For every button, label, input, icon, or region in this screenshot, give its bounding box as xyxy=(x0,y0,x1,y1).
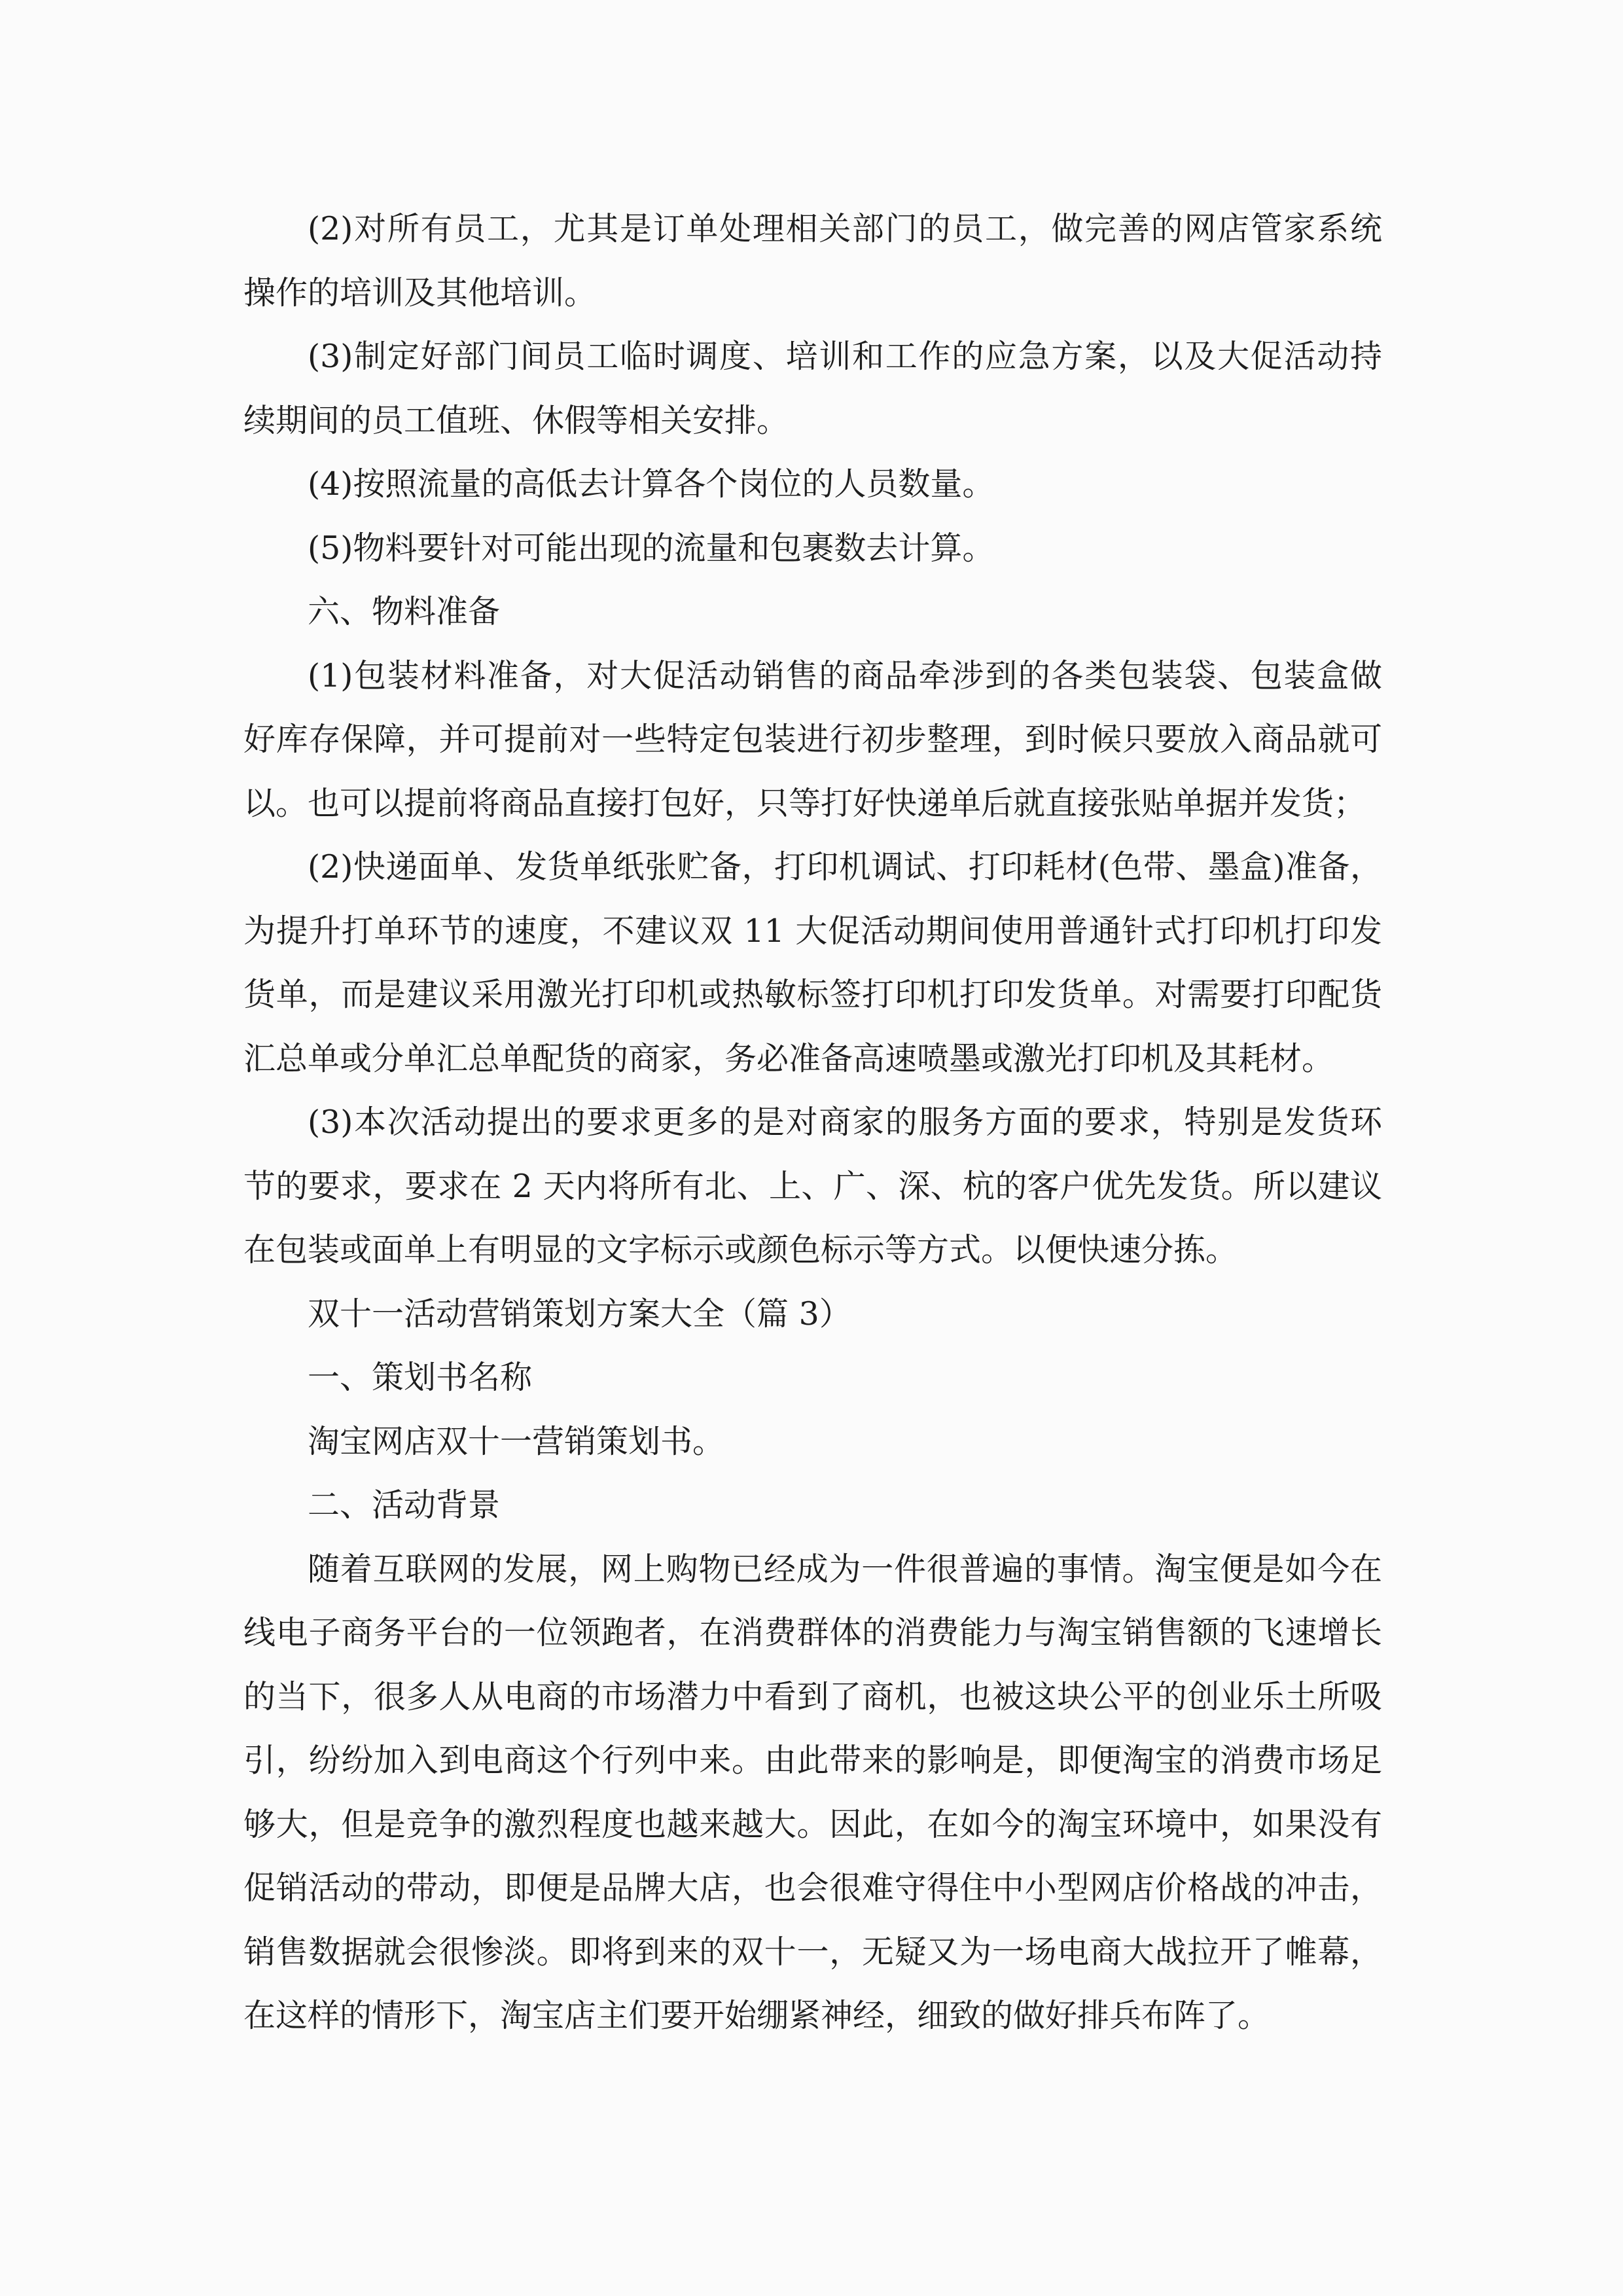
text-line: 六、物料准备 xyxy=(308,593,501,630)
paragraph xyxy=(243,452,1382,516)
text-line: 在包装或面单上有明显的文字标示或颜色标示等方式。以便快速分拣。 xyxy=(243,1231,1238,1268)
paragraph xyxy=(243,644,1382,836)
text-line: 货单，而是建议采用激光打印机或热敏标签打印机打印发货单。对需要打印配货 xyxy=(243,976,1382,1013)
text-line: 续期间的员工值班、休假等相关安排。 xyxy=(243,401,789,439)
paragraph xyxy=(243,1090,1382,1282)
text-line: (5)物料要针对可能出现的流量和包裹数去计算。 xyxy=(308,529,995,567)
text-line: (3)制定好部门间员工临时调度、培训和工作的应急方案，以及大促活动持 xyxy=(308,338,1382,375)
text-line: 引，纷纷加入到电商这个行列中来。由此带来的影响是，即便淘宝的消费市场足 xyxy=(243,1742,1382,1779)
paragraph xyxy=(243,516,1382,581)
text-line: 销售数据就会很惨淡。即将到来的双十一，无疑又为一场电商大战拉开了帷幕， xyxy=(243,1933,1382,1971)
paragraph xyxy=(243,580,1382,644)
paragraph xyxy=(243,835,1382,1090)
paragraph xyxy=(243,197,1382,325)
text-line: 在这样的情形下，淘宝店主们要开始绷紧神经，细致的做好排兵布阵了。 xyxy=(243,1997,1270,2034)
text-line: 汇总单或分单汇总单配货的商家，务必准备高速喷墨或激光打印机及其耗材。 xyxy=(243,1039,1334,1077)
text-line: 随着互联网的发展，网上购物已经成为一件很普遍的事情。淘宝便是如今在 xyxy=(308,1550,1382,1588)
paragraph xyxy=(243,1410,1382,1474)
text-line: 够大，但是竞争的激烈程度也越来越大。因此，在如今的淘宝环境中，如果没有 xyxy=(243,1805,1382,1843)
paragraph xyxy=(243,1346,1382,1410)
text-line: 为提升打单环节的速度，不建议双 11 大促活动期间使用普通针式打印机打印发 xyxy=(243,912,1382,950)
paragraph xyxy=(243,1473,1382,1537)
paragraph xyxy=(243,1282,1382,1346)
text-line: (2)快递面单、发货单纸张贮备，打印机调试、打印耗材(色带、墨盒)准备， xyxy=(308,848,1382,886)
document-body xyxy=(243,197,1382,2048)
paragraph xyxy=(243,1537,1382,2048)
text-line: 二、活动背景 xyxy=(308,1486,501,1524)
text-line: 双十一活动营销策划方案大全（篇 3） xyxy=(308,1295,851,1333)
text-line: 的当下，很多人从电商的市场潜力中看到了商机，也被这块公平的创业乐土所吸 xyxy=(243,1677,1382,1715)
paragraph xyxy=(243,325,1382,452)
text-line: (3)本次活动提出的要求更多的是对商家的服务方面的要求，特别是发货环 xyxy=(308,1103,1382,1141)
text-line: 以。也可以提前将商品直接打包好，只等打好快递单后就直接张贴单据并发货； xyxy=(243,784,1366,822)
text-line: (4)按照流量的高低去计算各个岗位的人员数量。 xyxy=(308,465,995,503)
text-line: 节的要求，要求在 2 天内将所有北、上、广、深、杭的客户优先发货。所以建议 xyxy=(243,1167,1382,1205)
text-line: (1)包装材料准备，对大促活动销售的商品牵涉到的各类包装袋、包装盒做 xyxy=(308,656,1382,694)
text-line: 操作的培训及其他培训。 xyxy=(243,274,597,312)
text-line: 促销活动的带动，即便是品牌大店，也会很难守得住中小型网店价格战的冲击， xyxy=(243,1869,1382,1907)
text-line: 一、策划书名称 xyxy=(308,1359,533,1396)
text-line: 淘宝网店双十一营销策划书。 xyxy=(308,1422,725,1460)
text-line: 线电子商务平台的一位领跑者，在消费群体的消费能力与淘宝销售额的飞速增长 xyxy=(243,1614,1382,1651)
text-line: 好库存保障，并可提前对一些特定包装进行初步整理，到时候只要放入商品就可 xyxy=(243,721,1382,758)
text-line: (2)对所有员工，尤其是订单处理相关部门的员工，做完善的网店管家系统 xyxy=(308,210,1382,247)
